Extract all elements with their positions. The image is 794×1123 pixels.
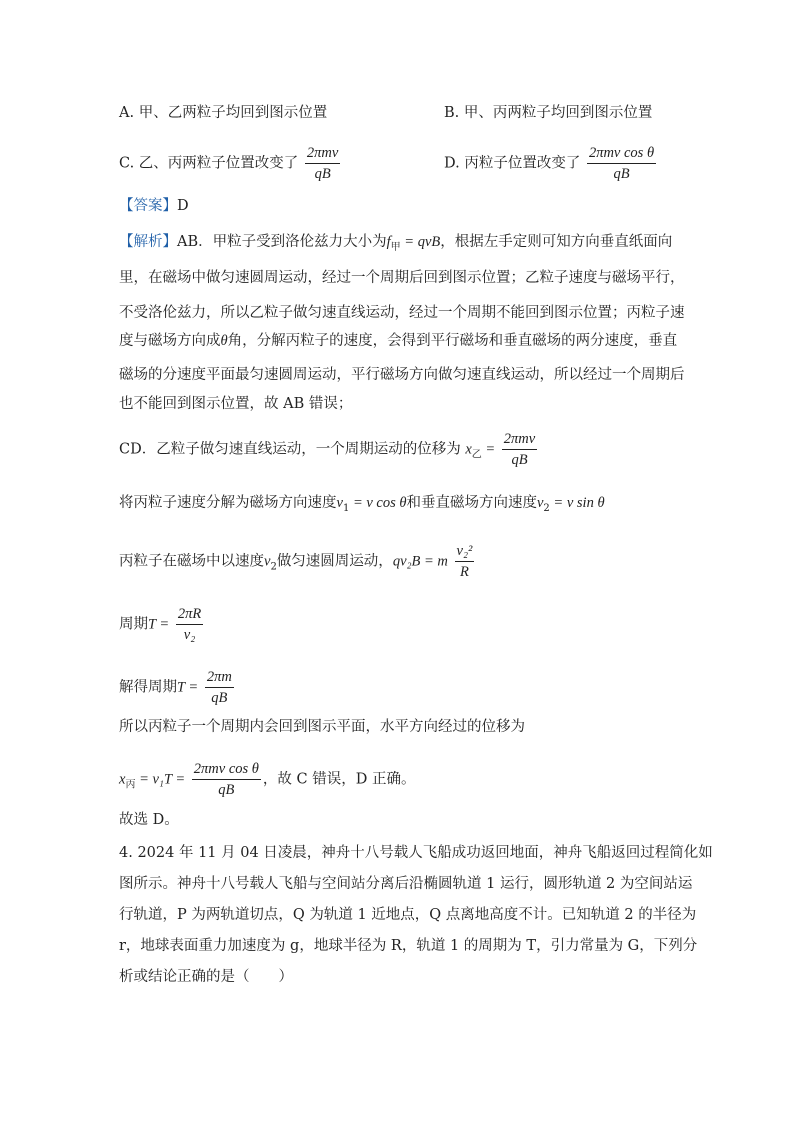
force-subscript: 甲 bbox=[390, 241, 401, 253]
cd-denominator: qB bbox=[511, 452, 528, 468]
analysis-line-4 bbox=[119, 331, 677, 351]
period-fraction bbox=[176, 605, 203, 644]
analysis-line-6: 也不能回到图示位置，故 AB 错误； bbox=[119, 396, 353, 412]
cd-text: CD．乙粒子做匀速直线运动，一个周期运动的位移为 bbox=[119, 441, 461, 458]
option-d-denominator: qB bbox=[613, 166, 630, 182]
solve-equation: T = bbox=[177, 679, 199, 696]
v1-subscript: 1 bbox=[342, 502, 350, 514]
circular-text: 做匀速圆周运动， bbox=[276, 553, 393, 570]
period-text: 周期 bbox=[119, 616, 148, 633]
q4-line-5: 析或结论正确的是（ ） bbox=[119, 969, 293, 985]
force-equation: = qvB bbox=[400, 234, 441, 250]
circular-equation: qv₂B = m bbox=[392, 553, 448, 570]
q4-line-1: 4. 2024 年 11 月 04 日凌晨，神舟十八号载人飞船成功返回地面，神舟飞船返回过程简化如 bbox=[119, 845, 713, 861]
circular-v2-symbol: v bbox=[264, 553, 271, 570]
v2-equation: = v sin θ bbox=[549, 495, 605, 511]
final-line bbox=[119, 760, 415, 799]
v1-symbol: v bbox=[336, 495, 343, 511]
final-fraction bbox=[192, 760, 261, 799]
v2-subscript: 2 bbox=[543, 502, 550, 514]
analysis-text: 度与磁场方向成 bbox=[119, 333, 221, 349]
solve-fraction bbox=[205, 668, 234, 707]
final-x-subscript: 丙 bbox=[125, 779, 136, 791]
theta-symbol: θ bbox=[220, 333, 228, 349]
circular-denominator: R bbox=[460, 564, 469, 580]
option-d-fraction bbox=[587, 144, 656, 183]
answer-line bbox=[119, 196, 189, 216]
answer-value: D bbox=[177, 198, 189, 214]
analysis-line-2: 里，在磁场中做匀速圆周运动，经过一个周期后回到图示位置；乙粒子速度与磁场平行， bbox=[119, 270, 685, 286]
final-denominator: qB bbox=[218, 782, 235, 798]
analysis-line-1 bbox=[119, 232, 672, 258]
solve-numerator: 2πm bbox=[205, 668, 234, 688]
cd-x-symbol: x bbox=[465, 441, 472, 458]
analysis-text: 角，分解丙粒子的速度，会得到平行磁场和垂直磁场的两分速度，垂直 bbox=[227, 333, 678, 349]
final-numerator: 2πmv cos θ bbox=[192, 760, 261, 780]
analysis-text: ，根据左手定则可知方向垂直纸面向 bbox=[440, 234, 673, 250]
final-x-symbol: x bbox=[119, 771, 126, 788]
analysis-label: 【解析】 bbox=[119, 234, 177, 250]
period-line bbox=[119, 605, 205, 644]
v2-symbol: v bbox=[536, 495, 544, 511]
period-equation: T = bbox=[148, 616, 170, 633]
option-c bbox=[119, 144, 342, 183]
decompose-text: 将丙粒子速度分解为磁场方向速度 bbox=[119, 495, 337, 511]
decompose-text: 和垂直磁场方向速度 bbox=[406, 495, 537, 511]
q4-line-4: r，地球表面重力加速度为 g，地球半径为 R，轨道 1 的周期为 T，引力常量为 G，下列分 bbox=[119, 938, 698, 954]
option-d bbox=[444, 144, 658, 183]
decompose-line bbox=[119, 493, 605, 519]
v1-equation: = v cos θ bbox=[349, 495, 407, 511]
period-denominator: v₂ bbox=[183, 627, 196, 643]
circular-v2-subscript: 2 bbox=[270, 561, 277, 573]
circular-fraction bbox=[455, 542, 475, 581]
circular-line bbox=[119, 542, 476, 581]
force-symbol: f bbox=[386, 234, 391, 250]
final-equation: = v₁T = bbox=[135, 771, 186, 788]
option-c-denominator: qB bbox=[314, 166, 331, 182]
solve-denominator: qB bbox=[211, 690, 228, 706]
period-numerator: 2πR bbox=[176, 605, 203, 625]
back-line: 所以丙粒子一个周期内会回到图示平面，水平方向经过的位移为 bbox=[119, 719, 525, 735]
cd-x-subscript: 乙 bbox=[471, 449, 482, 461]
q4-line-3: 行轨道，P 为两轨道切点，Q 为轨道 1 近地点，Q 点离地高度不计。已知轨道 2 的半径为 bbox=[119, 907, 697, 923]
option-b: B. 甲、丙两粒子均回到图示位置 bbox=[444, 105, 653, 121]
cd-equals: = bbox=[481, 441, 496, 458]
cd-line bbox=[119, 430, 539, 469]
analysis-text: AB．甲粒子受到洛伦兹力大小为 bbox=[177, 234, 387, 250]
answer-label: 【答案】 bbox=[119, 198, 177, 214]
final-text: ，故 C 错误，D 正确。 bbox=[262, 771, 416, 788]
option-d-text: D. 丙粒子位置改变了 bbox=[444, 155, 581, 172]
cd-fraction bbox=[502, 430, 537, 469]
option-c-numerator: 2πmv bbox=[305, 144, 340, 164]
option-c-text: C. 乙、丙两粒子位置改变了 bbox=[119, 155, 299, 172]
analysis-line-3: 不受洛伦兹力，所以乙粒子做匀速直线运动，经过一个周期不能回到图示位置；丙粒子速 bbox=[119, 305, 685, 321]
option-a: A. 甲、乙两粒子均回到图示位置 bbox=[119, 105, 328, 121]
solve-text: 解得周期 bbox=[119, 679, 177, 696]
option-c-fraction bbox=[305, 144, 340, 183]
analysis-line-5: 磁场的分速度平面最匀速圆周运动，平行磁场方向做匀速直线运动，所以经过一个周期后 bbox=[119, 367, 685, 383]
choose-line: 故选 D。 bbox=[119, 812, 179, 828]
circular-text: 丙粒子在磁场中以速度 bbox=[119, 553, 264, 570]
solve-line bbox=[119, 668, 236, 707]
option-d-numerator: 2πmv cos θ bbox=[587, 144, 656, 164]
q4-line-2: 图所示。神舟十八号载人飞船与空间站分离后沿椭圆轨道 1 运行，圆形轨道 2 为空间站运 bbox=[119, 876, 693, 892]
circular-numerator: v₂² bbox=[455, 542, 475, 562]
cd-numerator: 2πmv bbox=[502, 430, 537, 450]
